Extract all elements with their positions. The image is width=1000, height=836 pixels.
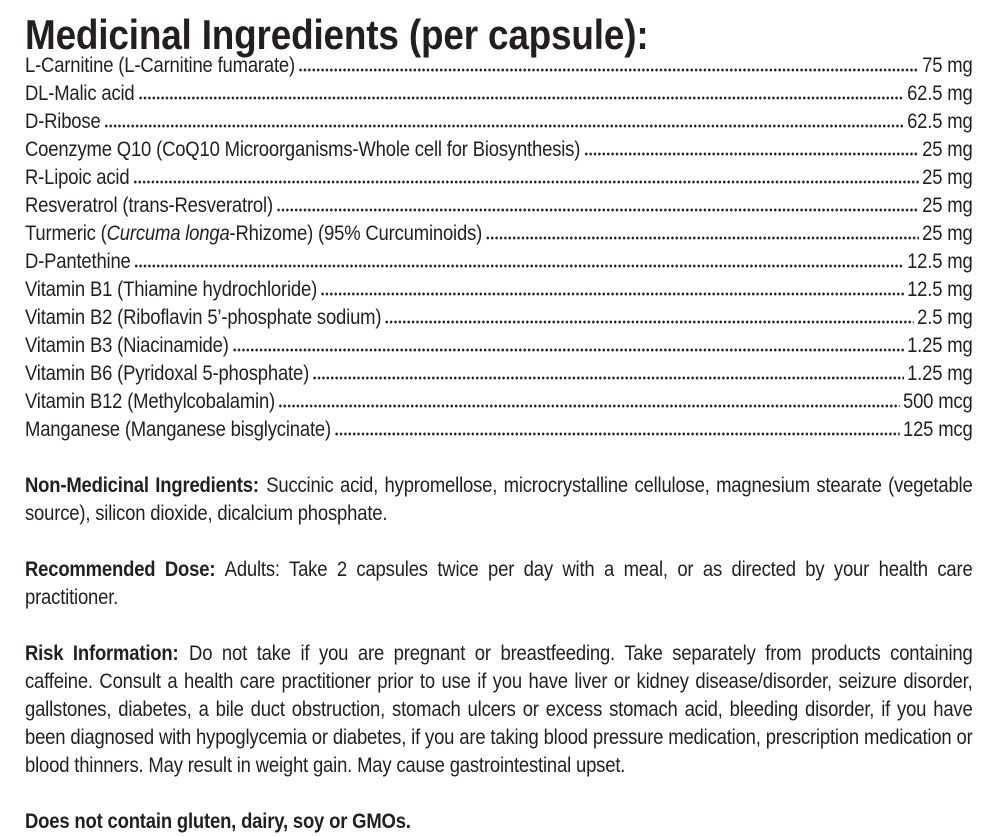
ingredient-amount: 62.5 mg (907, 82, 973, 105)
ingredient-row (25, 416, 973, 444)
ingredient-amount: 500 mcg (902, 390, 973, 413)
ingredient-row (25, 388, 973, 416)
ingredient-name: DL-Malic acid (25, 82, 135, 105)
ingredient-row (25, 248, 973, 276)
ingredient-row (25, 164, 973, 192)
dot-leader (313, 376, 904, 380)
ingredient-name-latin: Curcuma longa (106, 222, 230, 245)
supplement-label (25, 11, 973, 836)
ingredient-amount: 62.5 mg (907, 110, 973, 133)
ingredient-name (25, 220, 482, 248)
ingredient-amount: 12.5 mg (907, 278, 973, 301)
recommended-dose-section (25, 556, 973, 612)
ingredient-row-turmeric (25, 220, 973, 248)
ingredient-name: Coenzyme Q10 (CoQ10 Microorganisms-Whole cell for Biosynthesis) (25, 138, 581, 161)
ingredient-row (25, 80, 973, 108)
ingredient-amount: 1.25 mg (907, 362, 973, 385)
ingredient-amount: 25 mg (922, 194, 973, 217)
non-medicinal-ingredients-section (25, 472, 973, 528)
dot-leader (321, 292, 904, 296)
ingredient-row (25, 136, 973, 164)
ingredient-row (25, 276, 973, 304)
ingredient-name: Vitamin B3 (Niacinamide) (25, 334, 229, 357)
non-medicinal-ingredients-label: Non-Medicinal Ingredients: (25, 474, 259, 497)
ingredient-name: Vitamin B6 (Pyridoxal 5-phosphate) (25, 362, 310, 385)
ingredient-amount: 12.5 mg (907, 250, 973, 273)
ingredient-name-prefix: Turmeric ( (25, 222, 107, 245)
dot-leader (138, 96, 904, 100)
dot-leader (299, 68, 919, 72)
dot-leader (486, 236, 919, 240)
non-medicinal-ingredients-text: Succinic acid, hypromellose, microcrystalline cellulose, magnesium stearate (vegetable source), silicon dioxide, dicalcium phosphate. (25, 474, 973, 525)
ingredient-amount: 25 mg (922, 222, 973, 245)
ingredient-row (25, 192, 973, 220)
dot-leader (279, 404, 900, 408)
ingredient-amount: 25 mg (922, 138, 973, 161)
ingredient-name: D-Pantethine (25, 250, 131, 273)
recommended-dose-label: Recommended Dose: (25, 558, 216, 581)
dot-leader (334, 432, 899, 436)
risk-information-label: Risk Information: (25, 642, 179, 665)
dot-leader (584, 152, 919, 156)
ingredient-amount: 125 mcg (902, 418, 973, 441)
dot-leader (385, 320, 914, 324)
ingredient-row (25, 360, 973, 388)
ingredient-name-suffix: -Rhizome) (95% Curcuminoids) (229, 222, 483, 245)
ingredient-name: R-Lipoic acid (25, 166, 130, 189)
ingredient-row (25, 108, 973, 136)
ingredient-name: D-Ribose (25, 110, 101, 133)
ingredient-amount: 75 mg (922, 54, 973, 77)
ingredient-row (25, 332, 973, 360)
ingredient-name: Vitamin B2 (Riboflavin 5’-phosphate sodium) (25, 306, 382, 329)
allergen-free-claim: Does not contain gluten, dairy, soy or GMOs. (25, 810, 411, 833)
ingredient-amount: 2.5 mg (917, 306, 973, 329)
medicinal-ingredients-list (25, 52, 973, 444)
ingredient-name: Resveratrol (trans-Resveratrol) (25, 194, 273, 217)
recommended-dose-text: Adults: Take 2 capsules twice per day with a meal, or as directed by your health care practitioner. (25, 558, 973, 609)
ingredient-name: L-Carnitine (L-Carnitine fumarate) (25, 54, 295, 77)
ingredient-amount: 25 mg (922, 166, 973, 189)
risk-information-section (25, 640, 973, 780)
medicinal-ingredients-header: Medicinal Ingredients (per capsule): (25, 11, 649, 58)
ingredient-name: Vitamin B1 (Thiamine hydrochloride) (25, 278, 318, 301)
risk-information-text: Do not take if you are pregnant or breastfeeding. Take separately from products containing caffeine. Consult a health care practitioner prior to use if you have liver or kidney disease/disorder, seizure disorder, gallstones, diabetes, a bile duct obstruction, stomach ulcers or excess stomach acid, bleeding disorder, if you have been diagnosed with hypoglycemia or diabetes, if you are taking blood pressure medication, prescription medication or blood thinners. May result in weight gain. May cause gastrointestinal upset. (25, 642, 973, 777)
ingredient-row (25, 304, 973, 332)
ingredient-amount: 1.25 mg (907, 334, 973, 357)
dot-leader (232, 348, 903, 352)
dot-leader (104, 124, 904, 128)
ingredient-name: Manganese (Manganese bisglycinate) (25, 418, 331, 441)
dot-leader (134, 264, 903, 268)
ingredient-name: Vitamin B12 (Methylcobalamin) (25, 390, 276, 413)
dot-leader (276, 208, 918, 212)
dot-leader (133, 180, 919, 184)
